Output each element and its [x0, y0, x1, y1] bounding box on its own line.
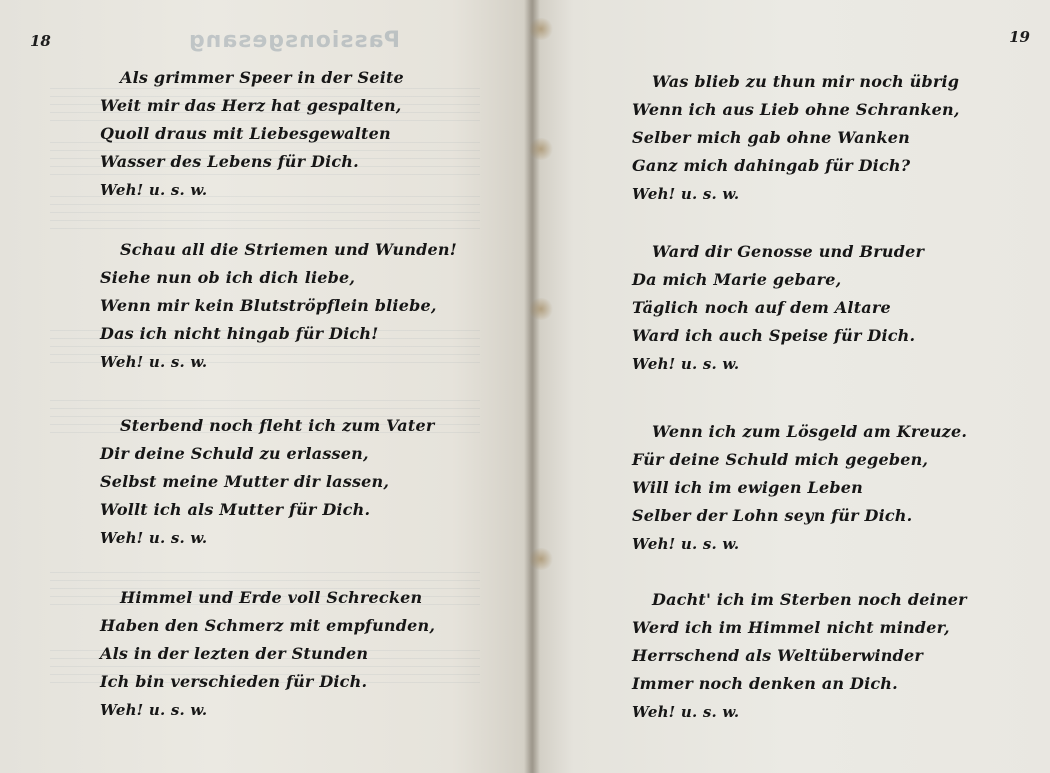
verse-line: Quoll draus mit Liebesgewalten — [100, 124, 391, 143]
bleed-through-title: Passionsgesang — [188, 28, 400, 53]
binding-stain — [528, 18, 554, 40]
verse-line: Was blieb zu thun mir noch übrig — [652, 72, 960, 91]
verse-line: Wollt ich als Mutter für Dich. — [100, 500, 371, 519]
verse-line: Ich bin verschieden für Dich. — [100, 672, 368, 691]
page-number: 19 — [1009, 28, 1030, 46]
verse-line: Da mich Marie gebare, — [632, 270, 842, 289]
stanza — [632, 586, 967, 726]
verse-line: Immer noch denken an Dich. — [632, 674, 898, 693]
stanza — [632, 238, 924, 378]
refrain-line: Weh! u. s. w. — [632, 703, 740, 721]
page-number: 18 — [30, 32, 51, 50]
verse-line: Selber mich gab ohne Wanken — [632, 128, 911, 147]
verse-line: Ward ich auch Speise für Dich. — [632, 326, 916, 345]
refrain-line: Weh! u. s. w. — [100, 529, 208, 547]
verse-line: Das ich nicht hingab für Dich! — [100, 324, 379, 343]
refrain-line: Weh! u. s. w. — [632, 185, 740, 203]
refrain-line: Weh! u. s. w. — [632, 535, 740, 553]
refrain-line: Weh! u. s. w. — [100, 701, 208, 719]
right-page — [532, 0, 1050, 773]
verse-line: Ward dir Genosse und Bruder — [652, 242, 925, 261]
binding-stain — [528, 138, 554, 160]
verse-line: Täglich noch auf dem Altare — [632, 298, 891, 317]
book-gutter — [524, 0, 540, 773]
verse-line: Werd ich im Himmel nicht minder, — [632, 618, 950, 637]
verse-line: Dir deine Schuld zu erlassen, — [100, 444, 369, 463]
verse-line: Als in der lezten der Stunden — [100, 644, 369, 663]
verse-line: Wenn mir kein Blutströpflein bliebe, — [100, 296, 437, 315]
stanza — [632, 68, 960, 208]
refrain-line: Weh! u. s. w. — [100, 181, 208, 199]
stanza — [100, 412, 434, 552]
verse-line: Herrschend als Weltüberwinder — [632, 646, 923, 665]
verse-line: Wasser des Lebens für Dich. — [100, 152, 359, 171]
verse-line: Siehe nun ob ich dich liebe, — [100, 268, 356, 287]
stanza — [632, 418, 967, 558]
binding-stain — [528, 298, 554, 320]
verse-line: Dacht' ich im Sterben noch deiner — [652, 590, 967, 609]
verse-line: Selber der Lohn seyn für Dich. — [632, 506, 913, 525]
verse-line: Sterbend noch fleht ich zum Vater — [120, 416, 435, 435]
stanza — [100, 236, 457, 376]
refrain-line: Weh! u. s. w. — [632, 355, 740, 373]
verse-line: Für deine Schuld mich gegeben, — [632, 450, 929, 469]
verse-line: Selbst meine Mutter dir lassen, — [100, 472, 390, 491]
verse-line: Schau all die Striemen und Wunden! — [120, 240, 457, 259]
verse-line: Wenn ich zum Lösgeld am Kreuze. — [652, 422, 968, 441]
verse-line: Will ich im ewigen Leben — [632, 478, 863, 497]
verse-line: Weit mir das Herz hat gespalten, — [100, 96, 402, 115]
verse-line: Wenn ich aus Lieb ohne Schranken, — [632, 100, 960, 119]
verse-line: Ganz mich dahingab für Dich? — [632, 156, 911, 175]
binding-stain — [528, 548, 554, 570]
stanza — [100, 64, 404, 204]
verse-line: Als grimmer Speer in der Seite — [120, 68, 404, 87]
verse-line: Himmel und Erde voll Schrecken — [120, 588, 423, 607]
refrain-line: Weh! u. s. w. — [100, 353, 208, 371]
stanza — [100, 584, 435, 724]
verse-line: Haben den Schmerz mit empfunden, — [100, 616, 436, 635]
